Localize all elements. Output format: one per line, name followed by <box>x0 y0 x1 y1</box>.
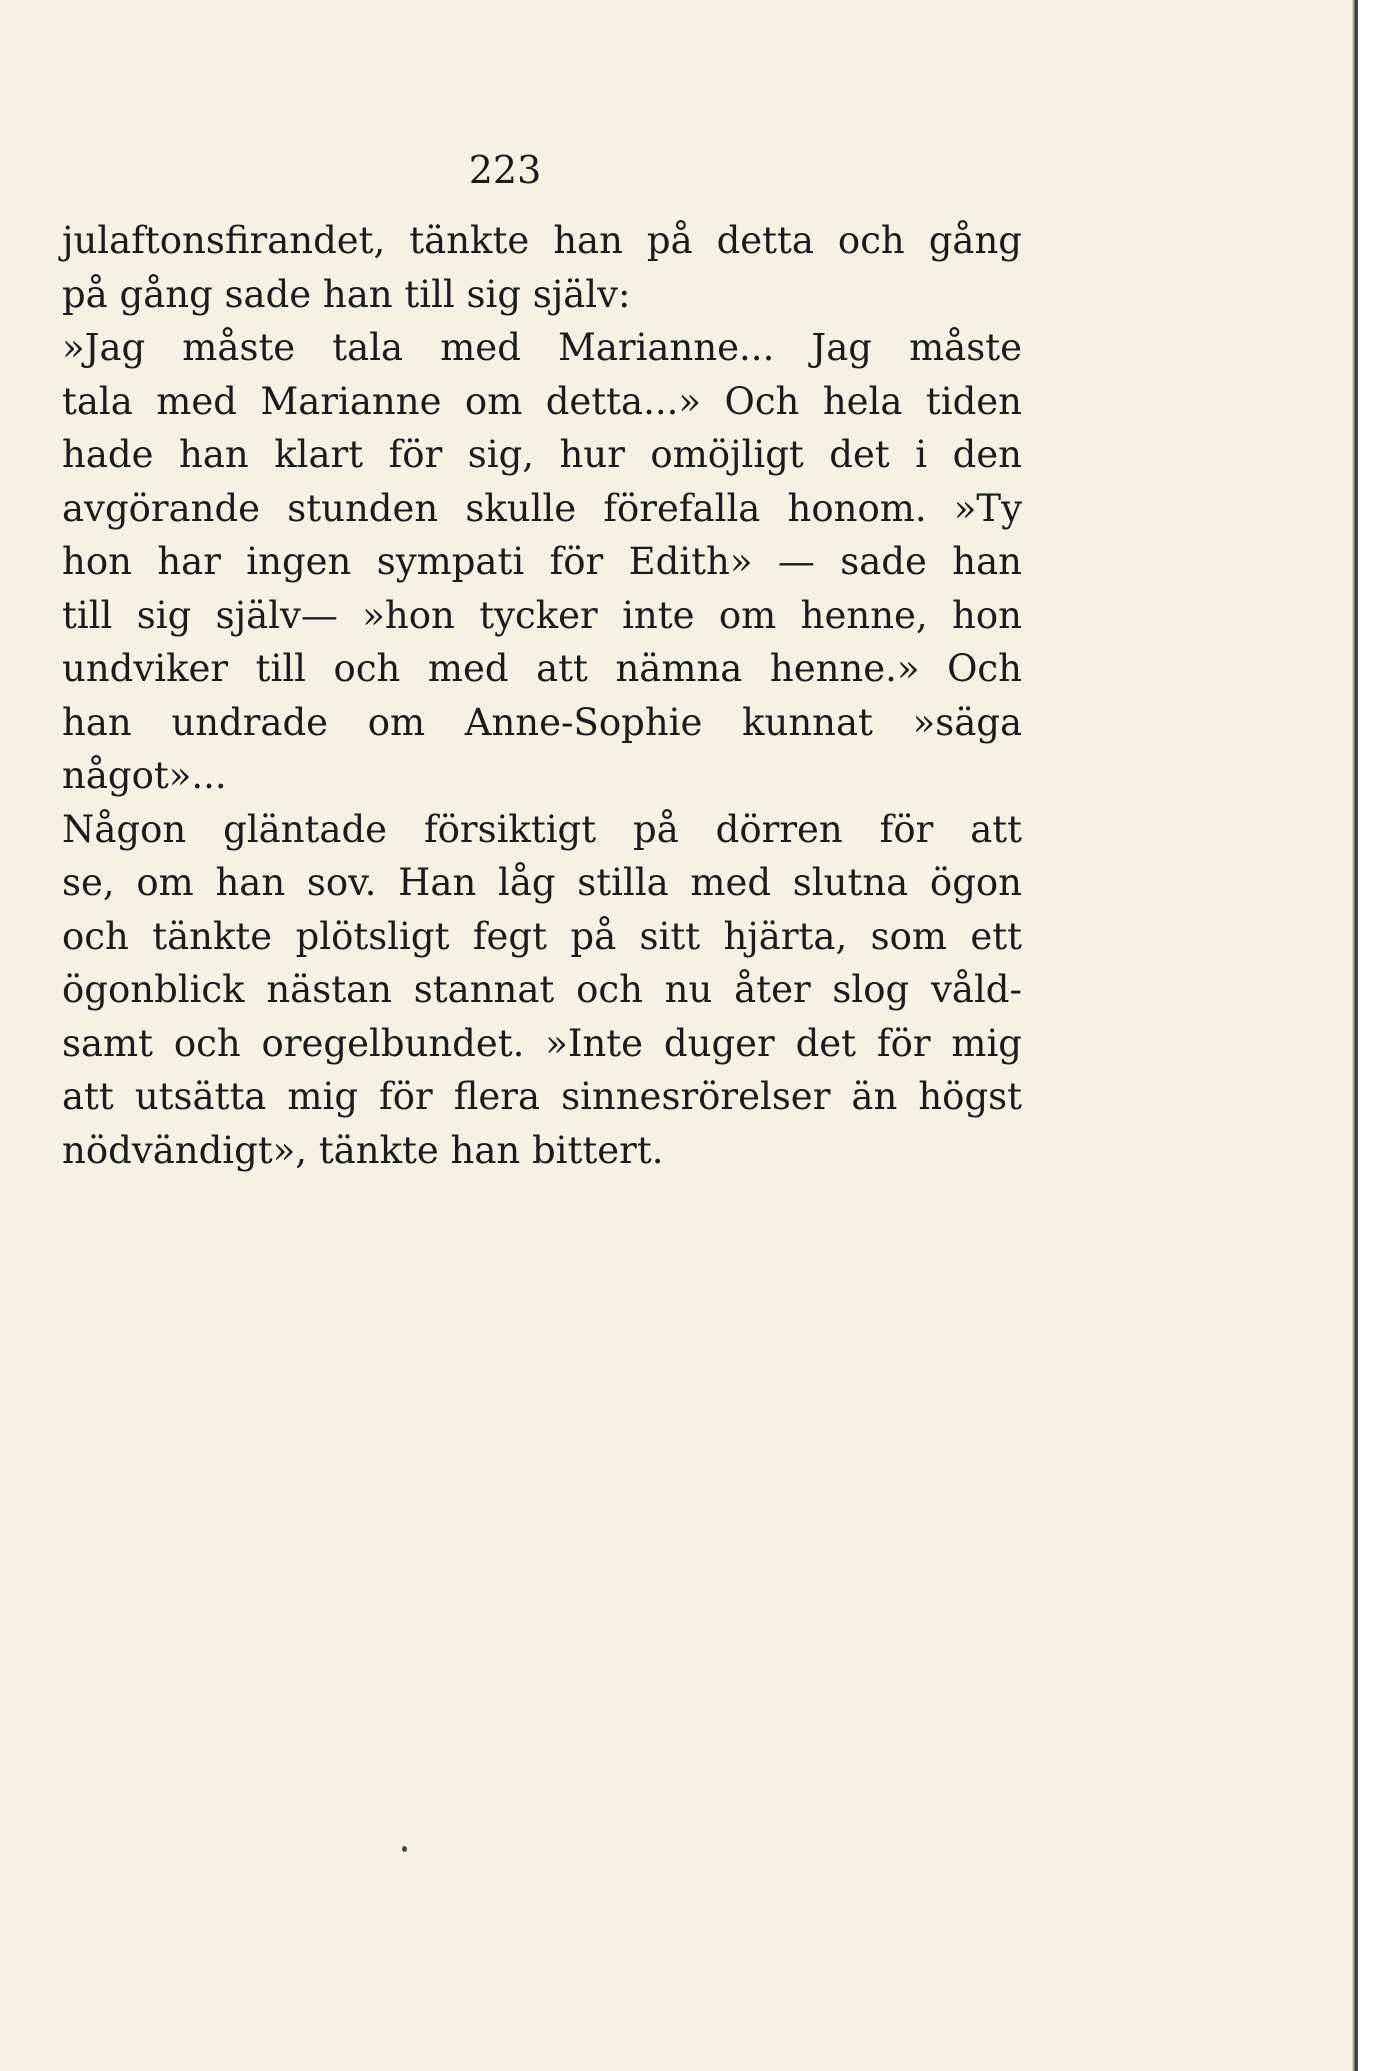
text-line: till sig själv— »hon tycker inte om henne, hon <box>62 593 1022 637</box>
page-margin-background <box>1358 0 1400 2071</box>
text-line: Någon gläntade försiktigt på dörren för att <box>62 807 1022 851</box>
text-line: »Jag måste tala med Marianne... Jag måste <box>62 326 1022 369</box>
text-line: tala med Marianne om detta...» Och hela tiden <box>62 379 1022 423</box>
text-line: nödvändigt», tänkte han bittert. <box>62 1128 664 1172</box>
text-line: undviker till och med att nämna henne.» Och <box>62 647 1022 690</box>
text-line: på gång sade han till sig själv: <box>62 272 631 316</box>
text-line: något»... <box>62 754 227 797</box>
text-line: och tänkte plötsligt fegt på sitt hjärta, som ett <box>62 914 1022 958</box>
text-line: att utsätta mig för flera sinnesrörelser än högst <box>62 1075 1022 1118</box>
text-line: samt och oregelbundet. »Inte duger det för mig <box>62 1021 1022 1065</box>
ink-speck <box>402 1846 407 1852</box>
body-text <box>62 214 1022 1177</box>
text-line: hon har ingen sympati för Edith» — sade han <box>62 540 1022 583</box>
text-line: han undrade om Anne-Sophie kunnat »säga <box>62 700 1022 744</box>
page-number: 223 <box>468 148 542 192</box>
text-line: se, om han sov. Han låg stilla med slutna ögon <box>62 861 1022 904</box>
text-line: avgörande stunden skulle förefalla honom. »Ty <box>62 486 1022 530</box>
text-line: ögonblick nästan stannat och nu åter slog våld- <box>62 968 1022 1011</box>
text-line: hade han klart för sig, hur omöjligt det i den <box>62 433 1022 476</box>
text-line: julaftonsfirandet, tänkte han på detta och gång <box>62 219 1022 262</box>
